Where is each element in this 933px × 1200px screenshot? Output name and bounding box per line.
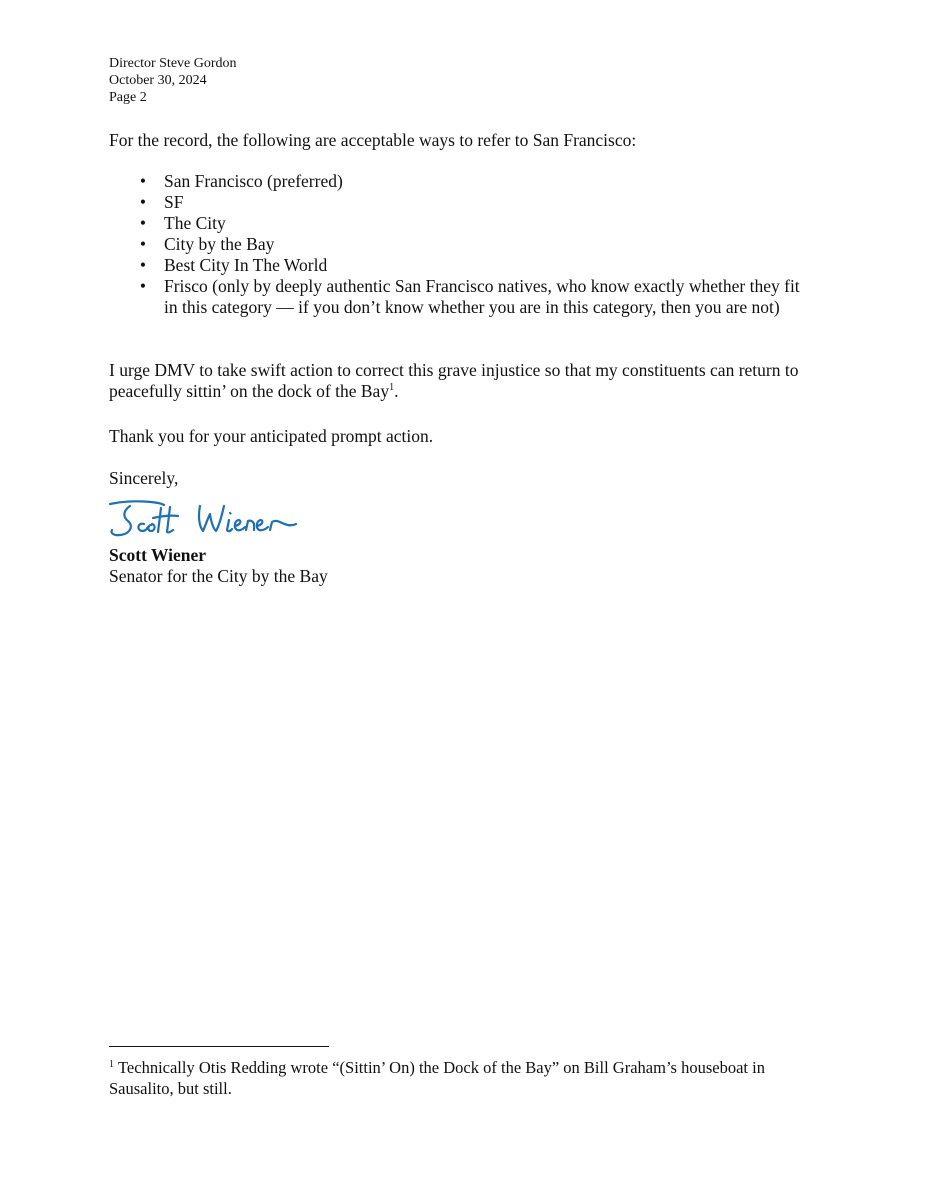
list-item xyxy=(109,234,829,255)
list-item xyxy=(109,171,829,192)
date-line: October 30, 2024 xyxy=(109,73,207,88)
list-item xyxy=(109,213,829,234)
footnote-number: 1 xyxy=(109,1058,114,1070)
bullet-dot: • xyxy=(139,276,147,296)
intro-paragraph: For the record, the following are acceptable ways to refer to San Francisco: xyxy=(109,130,637,150)
letter-header xyxy=(109,55,237,106)
bullet-dot: • xyxy=(139,213,147,233)
urge-paragraph xyxy=(109,360,829,402)
list-item-text: San Francisco (preferred) xyxy=(164,171,343,191)
footnote-text: Technically Otis Redding wrote “(Sittin’ On) the Dock of the Bay” on Bill Graham’s houseboat in Sausalito, but still. xyxy=(109,1058,765,1098)
page-number: Page 2 xyxy=(109,90,147,105)
list-item-text: The City xyxy=(164,213,226,233)
handwritten-signature xyxy=(104,494,324,542)
list-item-text: SF xyxy=(164,192,184,212)
list-item xyxy=(109,255,829,276)
names-list xyxy=(109,171,829,318)
urge-end: . xyxy=(394,381,399,401)
list-item xyxy=(109,192,829,213)
recipient-line: Director Steve Gordon xyxy=(109,56,237,71)
footnote xyxy=(109,1057,829,1099)
footnote-divider xyxy=(109,1046,329,1047)
list-item-text: City by the Bay xyxy=(164,234,275,254)
bullet-dot: • xyxy=(139,234,147,254)
footnote-reference: 1 xyxy=(389,382,395,394)
urge-text: I urge DMV to take swift action to correct this grave injustice so that my constituents can return to peacefully sittin’ on the dock of the Bay xyxy=(109,360,799,401)
closing: Sincerely, xyxy=(109,468,179,488)
list-item-text: Best City In The World xyxy=(164,255,328,275)
signer-title: Senator for the City by the Bay xyxy=(109,566,328,586)
bullet-dot: • xyxy=(139,255,147,275)
list-item xyxy=(109,276,829,318)
bullet-dot: • xyxy=(139,171,147,191)
list-item-text: Frisco (only by deeply authentic San Francisco natives, who know exactly whether they fit in this category — if you don’t know whether you are in this category, then you are not) xyxy=(164,276,800,317)
thanks-paragraph: Thank you for your anticipated prompt action. xyxy=(109,426,434,446)
signer-name: Scott Wiener xyxy=(109,545,207,565)
bullet-dot: • xyxy=(139,192,147,212)
